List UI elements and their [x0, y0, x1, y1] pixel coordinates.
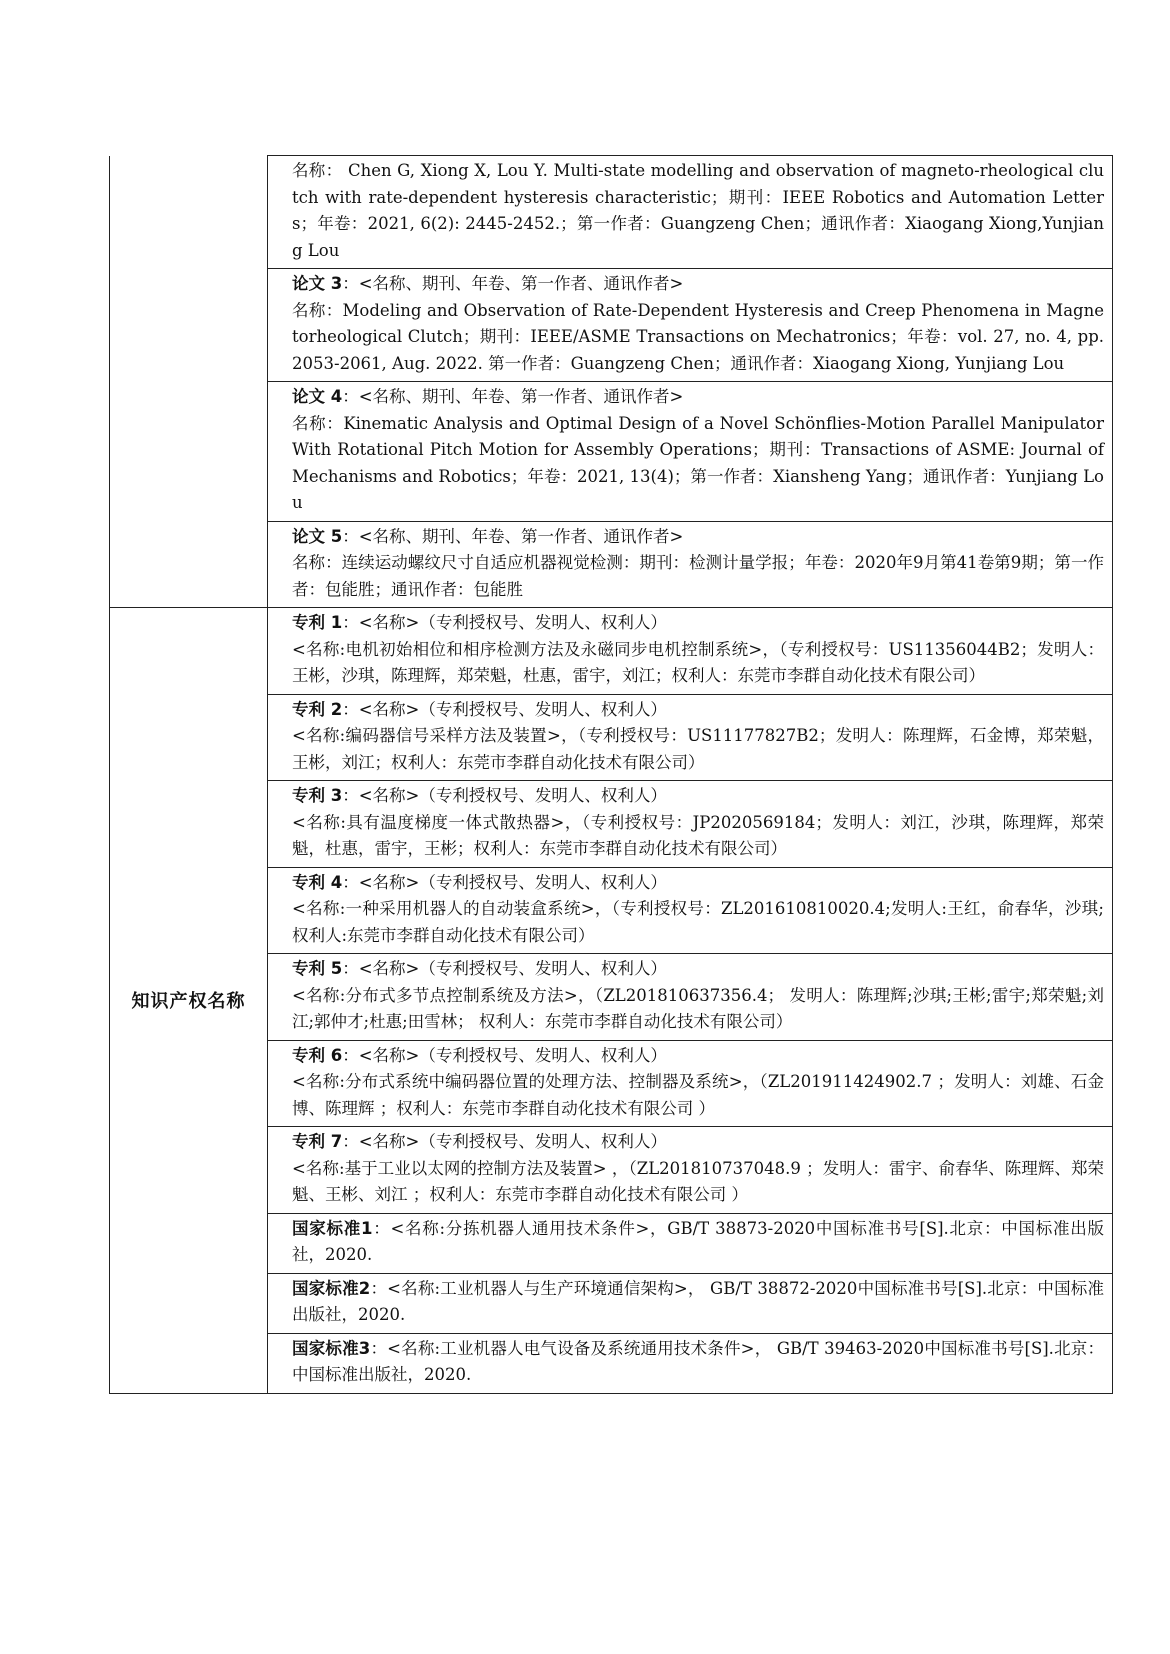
patent-body: <名称:一种采用机器人的自动装盒系统>，（专利授权号：ZL201610810020.4;发明人:王红，俞春华，沙琪;权利人:东莞市李群自动化技术有限公司） — [292, 899, 1104, 945]
paper-cell — [268, 382, 1113, 522]
ip-cell — [268, 1333, 1113, 1393]
paper-entry — [268, 522, 1112, 608]
standard-body: ：<名称:分拣机器人通用技术条件>，GB/T 38873-2020中国标准书号[S].北京：中国标准出版社，2020. — [292, 1218, 1104, 1264]
paper-body: 名称： Chen G, Xiong X, Lou Y. Multi-state modelling and observation of magneto-rheological clutch with rate-dependent hysteresis characteristic；期刊：IEEE Robotics and Automation Letters；年卷：2021, 6(2): 2445-2452.；第一作者：Guangzeng Chen；通讯作者：Xiaogang Xiong,Yunjiang Lou — [292, 161, 1104, 260]
paper-body: 名称：Kinematic Analysis and Optimal Design of a Novel Schönflies-Motion Parallel Manipulator With Rotational Pitch Motion for Assembly Operations；期刊：Transactions of ASME: Journal of Mechanisms and Robotics；年卷：2021, 13(4)；第一作者：Xiansheng Yang；通讯作者：Yunjiang Lou — [292, 413, 1104, 512]
patent-heading-note: ：<名称>（专利授权号、发明人、权利人） — [342, 786, 667, 805]
paper-entry — [268, 156, 1112, 268]
paper-body: 名称：Modeling and Observation of Rate-Dependent Hysteresis and Creep Phenomena in Magnetorheological Clutch；期刊：IEEE/ASME Transactions on Mechatronics；年卷：vol. 27, no. 4, pp. 2053-2061, Aug. 2022. 第一作者：Guangzeng Chen；通讯作者：Xiaogang Xiong, Yunjiang Lou — [292, 300, 1104, 373]
patent-heading: 专利 5 — [292, 959, 343, 978]
patent-heading-note: ：<名称>（专利授权号、发明人、权利人） — [342, 1045, 667, 1065]
patent-heading: 专利 4 — [292, 872, 343, 892]
ip-cell — [268, 1273, 1113, 1333]
paper-cell — [268, 156, 1113, 269]
patent-entry — [268, 608, 1112, 694]
patent-heading: 专利 1 — [292, 613, 343, 632]
standard-heading: 国家标准1 — [292, 1218, 373, 1238]
paper-heading-note: ：<名称、期刊、年卷、第一作者、通讯作者> — [342, 526, 684, 546]
papers-label-cell — [110, 156, 268, 608]
ip-cell — [268, 694, 1113, 781]
ip-cell — [268, 781, 1113, 868]
patent-heading: 专利 3 — [292, 786, 343, 805]
patent-body: <名称:分布式系统中编码器位置的处理方法、控制器及系统>，（ZL201911424902.7 ；发明人：刘雄、石金博、陈理辉 ；权利人：东莞市李群自动化技术有限公司 ） — [292, 1072, 1104, 1118]
standard-entry — [268, 1214, 1112, 1273]
standard-entry — [268, 1334, 1112, 1393]
patent-entry — [268, 695, 1112, 781]
patent-heading: 专利 7 — [292, 1132, 343, 1151]
standard-heading: 国家标准3 — [292, 1338, 371, 1358]
paper-heading: 论文 5 — [292, 526, 343, 546]
patent-entry — [268, 781, 1112, 867]
ip-cell — [268, 1127, 1113, 1214]
ip-cell — [268, 1213, 1113, 1273]
standard-body: ：<名称:工业机器人电气设备及系统通用技术条件>， GB/T 39463-2020中国标准书号[S].北京：中国标准出版社，2020. — [292, 1338, 1104, 1384]
paper-heading-note: ：<名称、期刊、年卷、第一作者、通讯作者> — [342, 274, 684, 293]
patent-heading-note: ：<名称>（专利授权号、发明人、权利人） — [342, 1132, 667, 1151]
paper-entry — [268, 382, 1112, 521]
ip-label-cell — [110, 608, 268, 1394]
ip-section-label: 知识产权名称 — [131, 991, 246, 1013]
paper-cell — [268, 521, 1113, 608]
paper-cell — [268, 269, 1113, 382]
standard-body: ：<名称:工业机器人与生产环境通信架构>， GB/T 38872-2020中国标准书号[S].北京：中国标准出版社，2020. — [292, 1278, 1104, 1324]
patent-heading-note: ：<名称>（专利授权号、发明人、权利人） — [342, 872, 667, 892]
patent-entry — [268, 1041, 1112, 1127]
patent-body: <名称:具有温度梯度一体式散热器>，（专利授权号：JP2020569184；发明人：刘江，沙琪，陈理辉，郑荣魁，杜惠，雷宇，王彬；权利人：东莞市李群自动化技术有限公司） — [292, 812, 1104, 858]
ip-cell — [268, 608, 1113, 695]
patent-heading-note: ：<名称>（专利授权号、发明人、权利人） — [342, 613, 667, 632]
patent-body: <名称:分布式多节点控制系统及方法>，（ZL201810637356.4； 发明人：陈理辉;沙琪;王彬;雷宇;郑荣魁;刘江;郭仲才;杜惠;田雪林； 权利人：东莞市李群自动化技术有限公司） — [292, 985, 1104, 1031]
achievements-table — [109, 155, 1113, 1394]
patent-entry — [268, 1127, 1112, 1213]
ip-cell — [268, 867, 1113, 954]
paper-heading: 论文 3 — [292, 274, 343, 293]
paper-heading-note: ：<名称、期刊、年卷、第一作者、通讯作者> — [342, 387, 684, 406]
paper-body: 名称：连续运动螺纹尺寸自适应机器视觉检测：期刊：检测计量学报；年卷：2020年9月第41卷第9期；第一作者：包能胜；通讯作者：包能胜 — [292, 553, 1104, 599]
patent-entry — [268, 868, 1112, 954]
patent-heading: 专利 2 — [292, 699, 343, 719]
patent-body: <名称:基于工业以太网的控制方法及装置> ，（ZL201810737048.9 ；发明人：雷宇、俞春华、陈理辉、郑荣魁、王彬、刘江 ；权利人：东莞市李群自动化技术有限公司 ） — [292, 1158, 1104, 1204]
ip-cell — [268, 954, 1113, 1041]
patent-body: <名称:电机初始相位和相序检测方法及永磁同步电机控制系统>，（专利授权号：US11356044B2；发明人：王彬，沙琪，陈理辉，郑荣魁，杜惠，雷宇，刘江；权利人：东莞市李群自动化技术有限公司） — [292, 639, 1104, 685]
patent-body: <名称:编码器信号采样方法及装置>，（专利授权号：US11177827B2；发明人：陈理辉，石金博，郑荣魁，王彬，刘江；权利人：东莞市李群自动化技术有限公司） — [292, 726, 1104, 772]
paper-entry — [268, 269, 1112, 381]
standard-heading: 国家标准2 — [292, 1278, 371, 1298]
patent-heading-note: ：<名称>（专利授权号、发明人、权利人） — [342, 699, 667, 719]
patent-heading: 专利 6 — [292, 1045, 343, 1065]
patent-heading-note: ：<名称>（专利授权号、发明人、权利人） — [342, 959, 667, 978]
paper-heading: 论文 4 — [292, 387, 343, 406]
ip-cell — [268, 1040, 1113, 1127]
patent-entry — [268, 954, 1112, 1040]
standard-entry — [268, 1274, 1112, 1333]
